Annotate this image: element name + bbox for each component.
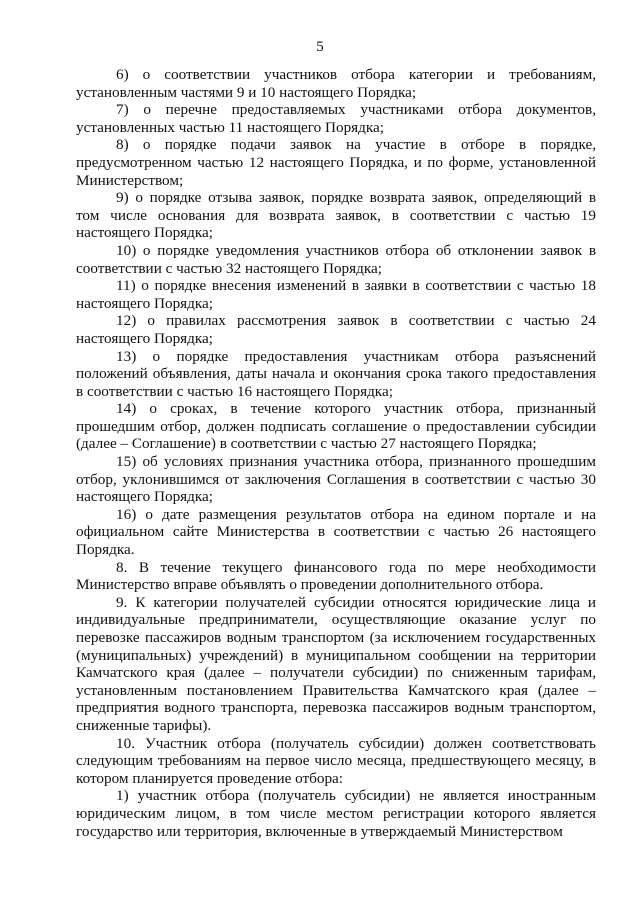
paragraph-item-13: 13) о порядке предоставления участникам отбора разъяснений положений объявления, даты начала и окончания срока такого предоставления в соответствии с частью 16 настоящего Порядка; — [76, 347, 596, 400]
paragraph-item-15: 15) об условиях признания участника отбора, признанного прошедшим отбор, уклонившимся от заключения Соглашения в соответствии с частью 30 настоящего Порядка; — [76, 453, 596, 506]
paragraph-item-12: 12) о правилах рассмотрения заявок в соответствии с частью 24 настоящего Порядка; — [76, 312, 596, 347]
paragraph-item-16: 16) о дате размещения результатов отбора на едином портале и на официальном сайте Министерства в соответствии с частью 26 настоящего Порядка. — [76, 505, 596, 559]
paragraph-item-8: 8) о порядке подачи заявок на участие в отборе в порядке, предусмотренном частью 12 настоящего Порядка, и по форме, установленной Министерством; — [76, 136, 596, 189]
paragraph-section-10-item-1: 1) участник отбора (получатель субсидии) не является иностранным юридическим лицом, в том числе местом регистрации которого является государство или территория, включенные в утверждаемый Министерством — [76, 787, 596, 840]
paragraph-item-10: 10) о порядке уведомления участников отбора об отклонении заявок в соответствии с частью 32 настоящего Порядка; — [76, 241, 596, 277]
paragraph-item-14: 14) о сроках, в течение которого участник отбора, признанный прошедшим отбор, должен подписать соглашение о предоставлении субсидии (далее – Соглашение) в соответствии с частью 27 настоящего Порядка; — [76, 400, 596, 453]
paragraph-item-11: 11) о порядке внесения изменений в заявки в соответствии с частью 18 настоящего Порядка; — [76, 277, 596, 312]
paragraph-section-8: 8. В течение текущего финансового года по мере необходимости Министерство вправе объявлять о проведении дополнительного отбора. — [76, 558, 596, 594]
paragraph-item-7: 7) о перечне предоставляемых участниками отбора документов, установленных частью 11 настоящего Порядка; — [76, 101, 596, 136]
paragraph-section-9: 9. К категории получателей субсидии относятся юридические лица и индивидуальные предприниматели, осуществляющие оказание услуг по перевозке пассажиров водным транспортом (за исключением государственных (муниципальных) учреждений) в муниципальном сообщении на территории Камчатского края (далее – получатели субсидии) по сниженным тарифам, установленным постановлением Правительства Камчатского края (далее – предприятия водного транспорта, перевозка пассажиров водным транспортом, сниженные тарифы). — [76, 593, 596, 734]
paragraph-section-10: 10. Участник отбора (получатель субсидии) должен соответствовать следующим требованиям на первое число месяца, предшествующего месяцу, в котором планируется проведение отбора: — [76, 734, 596, 787]
document-body — [76, 66, 596, 840]
paragraph-item-6: 6) о соответствии участников отбора категории и требованиям, установленным частями 9 и 10 настоящего Порядка; — [76, 66, 596, 101]
page-number: 5 — [316, 39, 324, 55]
paragraph-item-9: 9) о порядке отзыва заявок, порядке возврата заявок, определяющий в том числе основания для возврата заявок, в соответствии с частью 19 настоящего Порядка; — [76, 189, 596, 242]
